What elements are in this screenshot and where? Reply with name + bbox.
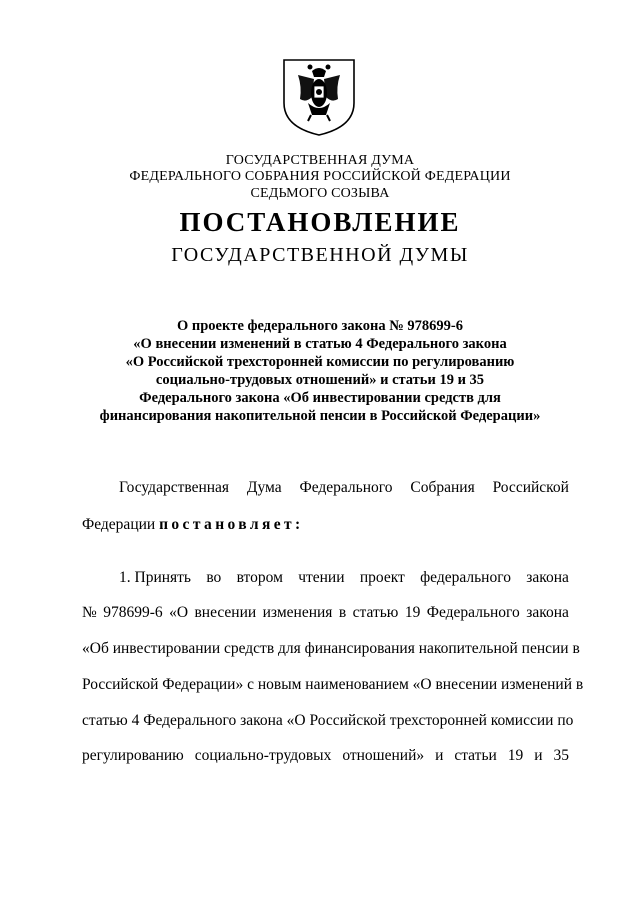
preamble-word: Дума — [246, 479, 282, 496]
item1-word: закона — [526, 604, 569, 621]
item1-word: проект — [359, 569, 405, 586]
item1-word: закона — [526, 569, 569, 586]
item1-line — [82, 604, 569, 622]
subject-line: «О внесении изменений в статью 4 Федерального закона — [133, 336, 507, 352]
item1-word: 19 — [507, 747, 524, 764]
preamble-line — [119, 479, 569, 497]
item1-word: чтении — [298, 569, 345, 586]
item1-word: 1. Принять — [119, 569, 192, 586]
assembly-header-line: ФЕДЕРАЛЬНОГО СОБРАНИЯ РОССИЙСКОЙ ФЕДЕРАЦИИ — [129, 169, 511, 184]
subject-line: Федерального закона «Об инвестировании средств для — [139, 390, 501, 406]
subject-line: О проекте федерального закона № 978699-6 — [176, 318, 464, 334]
item1-line: Российской Федерации» с новым наименованием «О внесении изменений в — [82, 676, 584, 693]
state-emblem-icon — [280, 57, 358, 137]
resolution-verb: постановляет: — [159, 516, 304, 533]
document-subtitle: ГОСУДАРСТВЕННОЙ ДУМЫ — [171, 244, 469, 266]
item1-word: отношений» — [342, 747, 425, 764]
duma-header-line: ГОСУДАРСТВЕННАЯ ДУМА — [225, 153, 415, 168]
item1-word: № — [82, 604, 97, 621]
subject-line: финансирования накопительной пенсии в Российской Федерации» — [99, 408, 541, 424]
item1-word: 978699-6 — [103, 604, 163, 621]
item1-line: статью 4 Федерального закона «О Российской трехсторонней комиссии по — [82, 712, 574, 729]
preamble-word: Российской — [492, 479, 569, 496]
item1-word: изменения — [262, 604, 333, 621]
preamble-text: Федерации — [82, 516, 160, 533]
item1-word: «О — [169, 604, 189, 621]
item1-line — [119, 569, 569, 587]
item1-word: статью — [352, 604, 399, 621]
item1-word: федерального — [420, 569, 511, 586]
item1-word: статьи — [454, 747, 497, 764]
item1-word: 19 — [404, 604, 421, 621]
subject-line: «О Российской трехсторонней комиссии по регулированию — [125, 354, 515, 370]
convocation-header-line: СЕДЬМОГО СОЗЫВА — [250, 186, 390, 201]
item1-word: 35 — [553, 747, 569, 764]
preamble-line — [82, 516, 569, 534]
item1-word: втором — [236, 569, 283, 586]
item1-word: регулированию — [82, 747, 184, 764]
item1-line: «Об инвестировании средств для финансирования накопительной пенсии в — [82, 640, 580, 657]
item1-word: внесении — [194, 604, 257, 621]
preamble-word: Федерального — [299, 479, 393, 496]
preamble-word: Государственная — [119, 479, 230, 496]
preamble-word: Собрания — [410, 479, 475, 496]
item1-word: и — [435, 747, 444, 764]
item1-word: во — [206, 569, 222, 586]
item1-word: в — [338, 604, 347, 621]
item1-word: социально-трудовых — [194, 747, 332, 764]
subject-line: социально-трудовых отношений» и статьи 19 и 35 — [155, 372, 485, 388]
item1-word: и — [534, 747, 543, 764]
item1-word: Федерального — [426, 604, 520, 621]
document-title: ПОСТАНОВЛЕНИЕ — [179, 207, 461, 237]
item1-line — [82, 747, 569, 765]
